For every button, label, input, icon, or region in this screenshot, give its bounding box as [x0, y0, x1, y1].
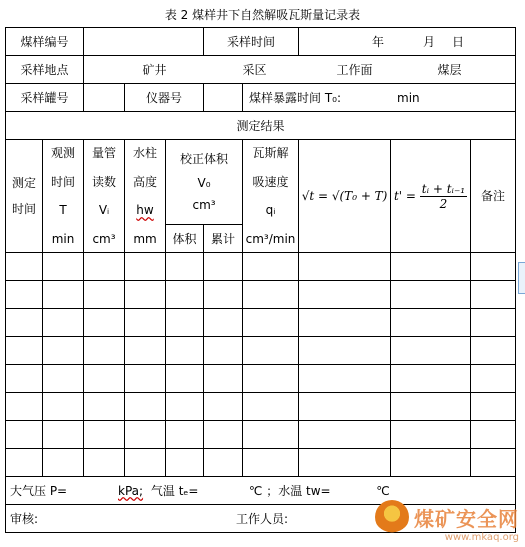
sample-time-label: 采样时间: [204, 28, 299, 56]
data-rows: [6, 253, 516, 477]
data-cell[interactable]: [471, 281, 516, 309]
day-label: 日: [452, 34, 465, 49]
data-cell[interactable]: [125, 337, 166, 365]
data-cell[interactable]: [43, 365, 84, 393]
data-cell[interactable]: [243, 253, 299, 281]
data-cell[interactable]: [299, 393, 391, 421]
section-title: 测定结果: [6, 112, 516, 140]
data-cell[interactable]: [471, 337, 516, 365]
sample-no-value[interactable]: [84, 28, 204, 56]
col-measure-time: [6, 140, 43, 253]
data-cell[interactable]: [84, 365, 125, 393]
water-temp-label: ；水温 tw=: [266, 483, 331, 498]
deg1-label: ℃: [248, 483, 263, 498]
data-cell[interactable]: [243, 421, 299, 449]
table-row: [6, 281, 516, 309]
col-water: [125, 140, 166, 253]
data-cell[interactable]: [125, 393, 166, 421]
table-row: [6, 309, 516, 337]
tube-l1: 量管: [92, 146, 117, 160]
data-cell[interactable]: [243, 365, 299, 393]
data-cell[interactable]: [243, 309, 299, 337]
data-cell[interactable]: [84, 253, 125, 281]
data-cell[interactable]: [471, 449, 516, 477]
data-cell[interactable]: [204, 365, 243, 393]
instrument-value[interactable]: [204, 84, 243, 112]
reviewer-label: 审核:: [10, 511, 39, 526]
data-cell[interactable]: [299, 281, 391, 309]
data-cell[interactable]: [471, 421, 516, 449]
air-temp-label: 气温 tₑ=: [150, 483, 199, 498]
data-cell[interactable]: [299, 309, 391, 337]
water-l4: mm: [133, 231, 157, 246]
data-cell[interactable]: [6, 421, 43, 449]
t-formula-den: 2: [439, 196, 448, 211]
can-label: 采样罐号: [6, 84, 84, 112]
data-cell[interactable]: [391, 365, 471, 393]
face-label: 工作面: [336, 62, 373, 77]
table-row: [6, 393, 516, 421]
data-cell[interactable]: [391, 449, 471, 477]
data-cell[interactable]: [471, 365, 516, 393]
data-cell[interactable]: [6, 281, 43, 309]
sqrt-formula: √t = √(T₀ + T): [301, 189, 388, 203]
data-cell[interactable]: [299, 365, 391, 393]
data-cell[interactable]: [391, 309, 471, 337]
data-cell[interactable]: [125, 449, 166, 477]
t-formula-lhs: t' =: [393, 188, 416, 203]
can-value[interactable]: [84, 84, 125, 112]
data-cell[interactable]: [43, 393, 84, 421]
data-cell[interactable]: [166, 449, 204, 477]
obs-l3: T: [59, 203, 67, 218]
mine-label: 矿井: [142, 62, 167, 77]
rate-l3: qᵢ: [265, 203, 276, 218]
table-row: [6, 449, 516, 477]
kpa-label: kPa;: [118, 483, 144, 498]
data-cell[interactable]: [166, 393, 204, 421]
watermark-url: www.mkaq.org: [444, 532, 519, 543]
data-cell[interactable]: [125, 421, 166, 449]
location-label: 采样地点: [6, 56, 84, 84]
obs-l1: 观测: [51, 146, 76, 160]
data-cell[interactable]: [471, 393, 516, 421]
district-label: 采区: [242, 62, 267, 77]
water-l3: hw: [136, 203, 154, 218]
data-cell[interactable]: [391, 281, 471, 309]
tube-l3: Vᵢ: [98, 203, 110, 218]
watermark-logo-icon: [375, 500, 409, 534]
tube-l2: 读数: [92, 174, 117, 189]
instrument-label: 仪器号: [125, 84, 204, 112]
col-tube: [84, 140, 125, 253]
data-cell[interactable]: [43, 421, 84, 449]
water-l2: 高度: [133, 174, 158, 189]
data-cell[interactable]: [166, 253, 204, 281]
data-cell[interactable]: [243, 281, 299, 309]
seam-label: 煤层: [437, 62, 462, 77]
exposure-cell[interactable]: [243, 84, 516, 112]
data-cell[interactable]: [166, 365, 204, 393]
rate-l2: 吸速度: [252, 174, 289, 189]
data-cell[interactable]: [6, 393, 43, 421]
data-cell[interactable]: [391, 393, 471, 421]
obs-l2: 时间: [51, 174, 76, 189]
data-cell[interactable]: [6, 449, 43, 477]
tube-l4: cm³: [92, 231, 116, 246]
col-corrected-volume: 体积: [166, 225, 204, 253]
data-cell[interactable]: [43, 281, 84, 309]
data-cell[interactable]: [204, 309, 243, 337]
col-obs-time: [43, 140, 84, 253]
corrected-l2: V₀: [197, 176, 211, 190]
data-cell[interactable]: [43, 337, 84, 365]
col-corrected: [166, 140, 243, 225]
pressure-label: 大气压 P=: [10, 483, 68, 498]
table-row: [6, 337, 516, 365]
data-cell[interactable]: [6, 365, 43, 393]
data-cell[interactable]: [299, 421, 391, 449]
data-cell[interactable]: [243, 393, 299, 421]
sample-no-label: 煤样编号: [6, 28, 84, 56]
exposure-label: 煤样暴露时间 T₀:: [249, 90, 342, 105]
col-rate: [243, 140, 299, 253]
corrected-l1: 校正体积: [180, 152, 229, 166]
table-row: [6, 253, 516, 281]
data-cell[interactable]: [204, 281, 243, 309]
data-cell[interactable]: [6, 253, 43, 281]
t-formula-num: tᵢ + tᵢ₋₁: [421, 181, 466, 196]
rate-l1: 瓦斯解: [252, 146, 289, 160]
data-cell[interactable]: [125, 281, 166, 309]
data-cell[interactable]: [471, 253, 516, 281]
data-cell[interactable]: [84, 281, 125, 309]
rate-l4: cm³/min: [245, 231, 296, 246]
data-cell[interactable]: [299, 253, 391, 281]
data-cell[interactable]: [166, 337, 204, 365]
watermark-brand: 煤矿安全网: [414, 506, 519, 531]
data-cell[interactable]: [299, 337, 391, 365]
data-cell[interactable]: [84, 337, 125, 365]
data-cell[interactable]: [84, 393, 125, 421]
data-cell[interactable]: [125, 309, 166, 337]
col-sqrt-t: [299, 140, 391, 253]
data-cell[interactable]: [299, 449, 391, 477]
table-row: [6, 365, 516, 393]
record-table: [5, 27, 516, 533]
deg2-label: ℃: [376, 483, 390, 498]
data-cell[interactable]: [204, 393, 243, 421]
data-cell[interactable]: [84, 309, 125, 337]
data-cell[interactable]: [43, 449, 84, 477]
data-cell[interactable]: [125, 253, 166, 281]
data-cell[interactable]: [43, 253, 84, 281]
measure-time-l1: 测定: [11, 176, 36, 190]
obs-l4: min: [51, 231, 75, 246]
data-cell[interactable]: [391, 337, 471, 365]
data-cell[interactable]: [125, 365, 166, 393]
operator-label: 工作人员:: [236, 511, 289, 526]
data-cell[interactable]: [204, 253, 243, 281]
data-cell[interactable]: [84, 449, 125, 477]
data-cell[interactable]: [391, 421, 471, 449]
data-cell[interactable]: [204, 449, 243, 477]
data-cell[interactable]: [204, 337, 243, 365]
data-cell[interactable]: [391, 253, 471, 281]
year-label: 年: [372, 34, 385, 49]
exposure-unit: min: [397, 90, 420, 105]
data-cell[interactable]: [204, 421, 243, 449]
col-corrected-cumulative: 累计: [204, 225, 243, 253]
water-l1: 水柱: [133, 146, 158, 160]
corrected-l3: cm³: [192, 198, 216, 212]
watermark: [375, 500, 519, 543]
month-label: 月: [423, 34, 436, 49]
data-cell[interactable]: [243, 449, 299, 477]
sample-time-value[interactable]: [299, 28, 516, 56]
data-cell[interactable]: [84, 421, 125, 449]
data-cell[interactable]: [166, 281, 204, 309]
data-cell[interactable]: [43, 309, 84, 337]
page-edge-handle[interactable]: [518, 262, 525, 294]
data-cell[interactable]: [166, 309, 204, 337]
data-cell[interactable]: [471, 309, 516, 337]
location-value[interactable]: [84, 56, 516, 84]
data-cell[interactable]: [166, 421, 204, 449]
col-remark: 备注: [471, 140, 516, 253]
table-title: 表 2 煤样井下自然解吸瓦斯量记录表: [164, 8, 361, 22]
data-cell[interactable]: [6, 337, 43, 365]
data-cell[interactable]: [6, 309, 43, 337]
table-row: [6, 421, 516, 449]
data-cell[interactable]: [243, 337, 299, 365]
col-t-prime: [391, 140, 471, 253]
measure-time-l2: 时间: [11, 202, 36, 216]
